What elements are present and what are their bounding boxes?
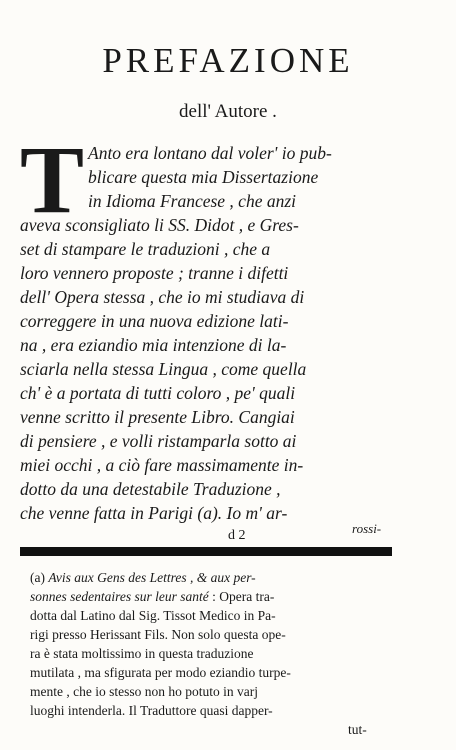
body-line: aveva sconsigliato li SS. Didot , e Gres-: [20, 215, 299, 235]
footnote-catchword: tut-: [348, 722, 367, 737]
catchword: rossi-: [352, 521, 382, 536]
footnote-marker: (a): [30, 570, 45, 585]
footnote-line: mutilata , ma sfigurata per modo eziandio turpe-: [30, 665, 291, 680]
body-line: di pensiere , e volli ristamparla sotto ai: [20, 431, 297, 451]
page-subtitle: dell' Autore .: [179, 101, 277, 122]
footnote-line: ra è stata moltissimo in questa traduzione: [30, 646, 254, 661]
footnote-divider: [20, 547, 392, 556]
body-line: miei occhi , a ciò fare massimamente in-: [20, 455, 304, 475]
signature-mark: d 2: [228, 528, 246, 543]
body-line: ch' è a portata di tutti coloro , pe' quali: [20, 383, 296, 403]
footnote-citation: Avis aux Gens des Lettres , & aux per-: [48, 570, 256, 585]
body-line: Anto era lontano dal voler' io pub-: [88, 143, 332, 163]
footnote-line: [30, 568, 256, 587]
footnote-text: : Opera tra-: [208, 589, 275, 604]
body-line: sciarla nella stessa Lingua , come quella: [20, 359, 307, 379]
footnote-line: luoghi intenderla. Il Traduttore quasi dapper-: [30, 703, 273, 718]
body-line: blicare questa mia Dissertazione: [88, 167, 319, 187]
body-line: dell' Opera stessa , che io mi studiava di: [20, 287, 305, 307]
body-line: in Idioma Francese , che anzi: [88, 191, 297, 211]
body-line: set di stampare le traduzioni , che a: [20, 239, 271, 259]
footnote-line: rigi presso Herissant Fils. Non solo questa ope-: [30, 627, 286, 642]
footnote-line: mente , che io stesso non ho potuto in varj: [30, 684, 258, 699]
page-title: PREFAZIONE: [102, 41, 354, 80]
footnote-line: [30, 587, 274, 606]
body-line: correggere in una nuova edizione lati-: [20, 311, 289, 331]
body-line: loro vennero proposte ; tranne i difetti: [20, 263, 289, 283]
body-line: na , era eziandio mia intenzione di la-: [20, 335, 287, 355]
body-line: dotto da una detestabile Traduzione ,: [20, 479, 281, 499]
footnote-citation: sonnes sedentaires sur leur santé: [30, 589, 209, 604]
body-line: venne scritto il presente Libro. Cangiai: [20, 407, 295, 427]
drop-cap: T: [20, 126, 85, 233]
footnote-line: dotta dal Latino dal Sig. Tissot Medico in Pa-: [30, 608, 276, 623]
body-line: che venne fatta in Parigi (a). Io m' ar-: [20, 503, 288, 523]
